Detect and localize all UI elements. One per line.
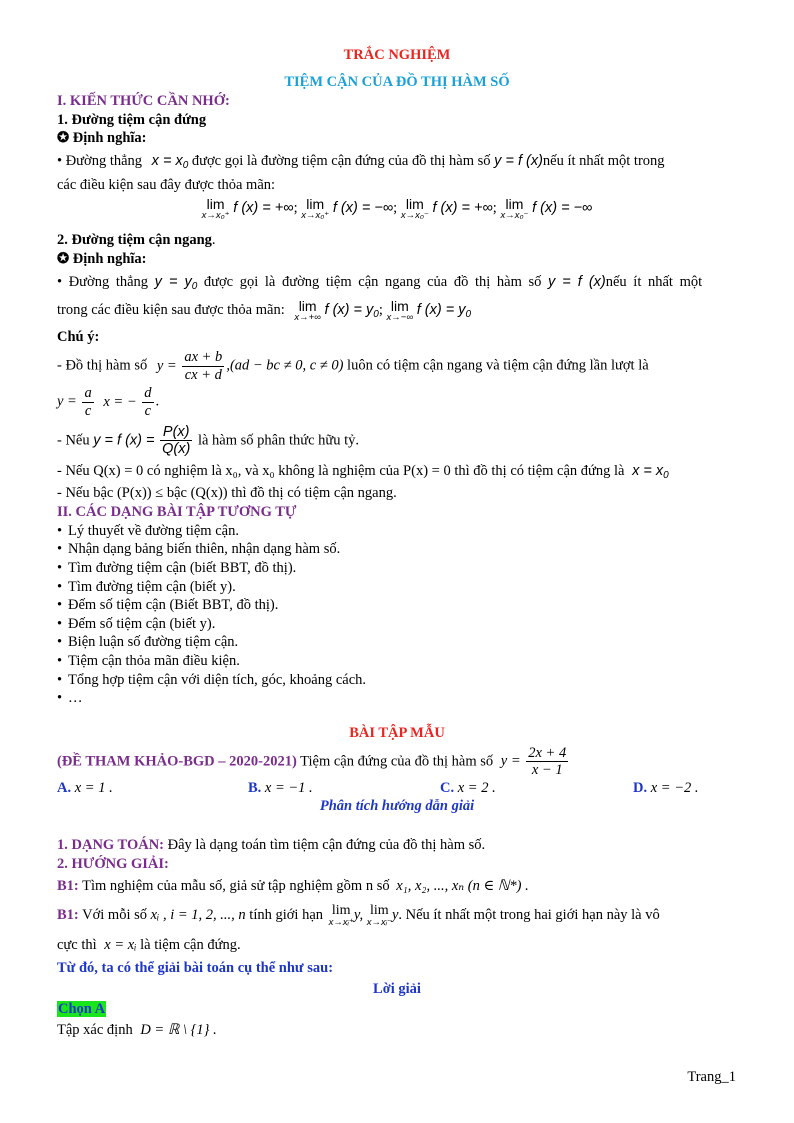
example-heading: BÀI TẬP MẪU <box>349 724 445 741</box>
note-2: - Nếu y = f (x) = $\frac{P(x)}{Q(x)}$ là hàm số phân thức hữu tỷ. <box>57 423 360 458</box>
step-2: B1: Với mỗi số xᵢ , i = 1, 2, ..., n tính giới hạn lim x→xᵢ⁺ y, lim x→xᵢ⁻ y. Nếu ít nhất một trong hai giới hạn này là vô <box>57 903 660 929</box>
limit-1: lim x→x₀⁺ <box>201 196 230 222</box>
limit-2: lim x→x₀⁺ <box>301 196 330 222</box>
horizontal-asymptote-heading: 2. Đường tiệm cận ngang. <box>57 232 216 249</box>
page-number: Trang_1 <box>687 1069 736 1085</box>
note-3: - Nếu Q(x) = 0 có nghiệm là x₀, và x₀ không là nghiệm của P(x) = 0 thì đồ thị có tiệm cận đứng là $x = x_0$ <box>57 463 669 482</box>
section1-heading: I. KIẾN THỨC CẦN NHỚ: <box>57 92 230 109</box>
solution-heading: Lời giải <box>373 980 421 997</box>
conclusion: Từ đó, ta có thể giải bài toán cụ thể như sau: <box>57 959 334 976</box>
document-page <box>57 40 737 1040</box>
choice-a: A. x = 1 . <box>57 779 113 796</box>
list-item: • Đếm số tiệm cận (Biết BBT, đồ thị). <box>57 596 737 615</box>
definition-label-2: ✪ Định nghĩa: <box>57 250 147 267</box>
note-4: - Nếu bậc (P(x)) ≤ bậc (Q(x)) thì đồ thị có tiệm cận ngang. <box>57 485 397 502</box>
horizontal-definition: • Đường thẳng $y = y_0$ được gọi là đường tiệm cận ngang của đồ thị hàm số y = f (x)nếu ít nhất một <box>57 273 703 292</box>
doc-subtitle: TIỆM CẬN CỦA ĐỒ THỊ HÀM SỐ <box>284 73 510 90</box>
exercise-type-list <box>57 522 737 708</box>
choice-c: C. x = 2 . <box>440 779 496 796</box>
definition-label: ✪ Định nghĩa: <box>57 130 147 147</box>
limit-3: lim x→x₀⁻ <box>400 196 429 222</box>
doc-title: TRẮC NGHIỆM <box>343 47 451 63</box>
answer-choices <box>57 779 737 801</box>
answer-badge: Chọn A <box>58 1001 106 1018</box>
vertical-definition: • Đường thẳng $x = x_0$ được gọi là đường tiệm cận đứng của đồ thị hàm số y = f (x)nếu ít nhất một trong <box>57 153 665 172</box>
list-item: • Nhận dạng bảng biến thiên, nhận dạng hàm số. <box>57 540 737 559</box>
vertical-limits: lim x→x₀⁺ f (x) = +∞; lim x→x₀⁺ f (x) = −∞; lim x→x₀⁻ f (x) = +∞; lim x→x₀⁻ f (x) = −∞ <box>201 196 593 222</box>
list-item: • Lý thuyết về đường tiệm cận. <box>57 522 737 541</box>
domain-line: Tập xác định D = ℝ \ {1} . <box>57 1022 217 1039</box>
list-item: • Biện luận số đường tiệm cận. <box>57 633 737 652</box>
list-item: • … <box>57 689 737 708</box>
step-1: B1: Tìm nghiệm của mẫu số, giả sử tập nghiệm gồm n số x₁, x₂, ..., xₙ (n ∈ ℕ*) . <box>57 878 529 895</box>
problem-type: 1. DẠNG TOÁN: Đây là dạng toán tìm tiệm cận đứng của đồ thị hàm số. <box>57 836 486 853</box>
example-question: (ĐỀ THAM KHẢO-BGD – 2020-2021) Tiệm cận đứng của đồ thị hàm số y = $\frac{2x + 4}{x - 1}$ <box>57 744 567 779</box>
note-1: - Đồ thị hàm số y = $\frac{ax + b}{cx + d}$ ,(ad − bc ≠ 0, c ≠ 0) luôn có tiệm cận ngang và tiệm cận đứng lần lượt là <box>57 349 649 383</box>
vertical-asymptote-heading: 1. Đường tiệm cận đứng <box>57 111 207 128</box>
list-item: • Tìm đường tiệm cận (biết BBT, đồ thị). <box>57 559 737 578</box>
horizontal-definition-cont: trong các điều kiện sau được thỏa mãn: lim x→+∞ f $(x) = y_0$; lim x→−∞ f $(x) = y_0$ <box>57 297 472 323</box>
list-item: • Tiệm cận thỏa mãn điều kiện. <box>57 652 737 671</box>
step-2-cont: cực thì x = xᵢ là tiệm cận đứng. <box>57 936 241 953</box>
section2-heading: II. CÁC DẠNG BÀI TẬP TƯƠNG TỰ <box>57 503 297 520</box>
list-item: • Đếm số tiệm cận (biết y). <box>57 615 737 634</box>
analysis-heading: Phân tích hướng dẫn giải <box>319 797 475 814</box>
choice-b: B. x = −1 . <box>248 779 313 796</box>
list-item: • Tìm đường tiệm cận (biết y). <box>57 578 737 597</box>
choice-d: D. x = −2 . <box>633 779 699 796</box>
limit-4: lim x→x₀⁻ <box>500 196 529 222</box>
method-heading: 2. HƯỚNG GIẢI: <box>57 855 169 872</box>
vertical-definition-cont: các điều kiện sau đây được thỏa mãn: <box>57 177 276 194</box>
notes-heading: Chú ý: <box>57 329 100 346</box>
note-1-cont: y = $\frac{a}{c}$ x = − $\frac{d}{c}$ . <box>57 385 160 420</box>
list-item: • Tổng hợp tiệm cận với diện tích, góc, khoảng cách. <box>57 671 737 690</box>
